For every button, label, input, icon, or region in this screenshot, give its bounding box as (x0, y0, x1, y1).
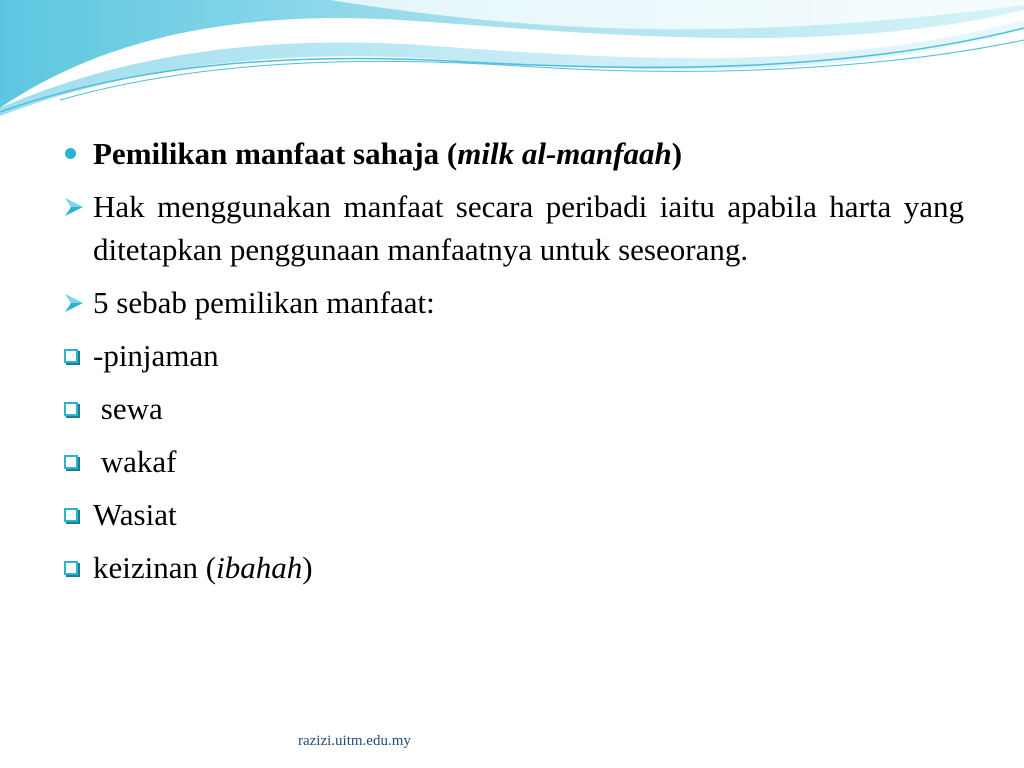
reason-text: wakaf (93, 444, 177, 479)
point-definition-text: Hak menggunakan manfaat secara peribadi iaitu apabila harta yang ditetapkan penggunaan manfaatnya untuk seseorang. (93, 189, 964, 267)
square-box-bullet-icon (62, 546, 90, 589)
slide-content (62, 132, 964, 599)
heading-text-before: Pemilikan manfaat sahaja ( (93, 136, 458, 171)
reason-text: sewa (93, 391, 163, 426)
reason-item (62, 440, 964, 483)
reason-item (62, 387, 964, 430)
heading-item (62, 132, 964, 175)
wave-header-decoration (0, 0, 1024, 120)
last-reason-text-after: ) (302, 550, 313, 585)
arrow-bullet-icon (62, 185, 90, 228)
footer-url: razizi.uitm.edu.my (298, 733, 411, 749)
reason-item (62, 493, 964, 536)
heading-italic-term: milk al-manfaah (457, 136, 672, 171)
arrow-bullet-icon (62, 281, 90, 324)
point-reasons-intro (62, 281, 964, 324)
square-box-bullet-icon (62, 387, 90, 430)
square-box-bullet-icon (62, 440, 90, 483)
reason-item (62, 334, 964, 377)
point-reasons-intro-text: 5 sebab pemilikan manfaat: (93, 285, 435, 320)
square-box-bullet-icon (62, 334, 90, 377)
last-reason-text-before: keizinan ( (93, 550, 217, 585)
reason-text: Wasiat (93, 497, 177, 532)
point-definition (62, 185, 964, 271)
filled-circle-bullet-icon (62, 132, 90, 175)
square-box-bullet-icon (62, 493, 90, 536)
reason-text: -pinjaman (93, 338, 219, 373)
last-reason-italic-term: ibahah (216, 550, 303, 585)
heading-text-after: ) (671, 136, 683, 171)
reason-item-last (62, 546, 964, 589)
